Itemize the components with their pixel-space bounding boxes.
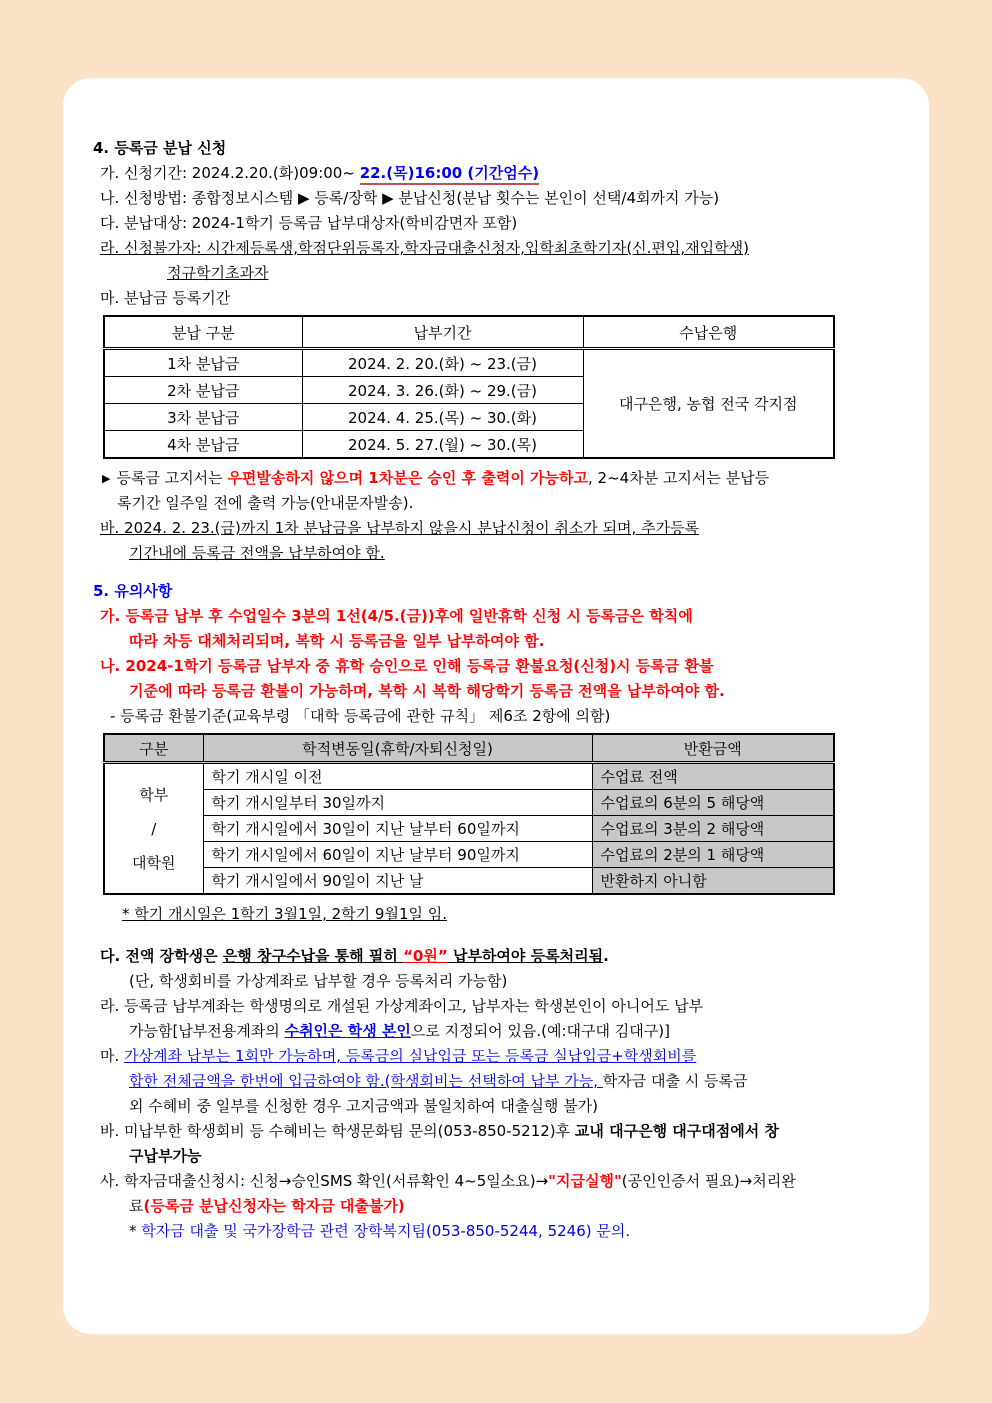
table-row (104, 790, 834, 816)
virtual-account-black2: 학자금 대출 시 등록금 (602, 1072, 748, 1090)
section4-item-period-title: 마. 분납금 등록기간 (100, 289, 231, 307)
refund-case-5: 학기 개시일에서 90일이 지난 날 (203, 868, 592, 895)
installment-4-label: 4차 분납금 (104, 431, 302, 459)
unpaid-fee-pre: 바. 미납부한 학생회비 등 수혜비는 학생문화팀 문의(053-850-5212)후 (100, 1122, 575, 1140)
bill-note-line1 (102, 466, 901, 491)
scholarship-note-line2: (단, 학생회비를 가상계좌로 납부할 경우 등록처리 가능함) (129, 972, 508, 990)
apply-deadline: 22.(목)16:00 (기간엄수) (360, 164, 539, 185)
column-header-refund-amount: 반환금액 (592, 734, 834, 763)
refund-amount-4: 수업료의 2분의 1 해당액 (592, 842, 834, 868)
table-row (104, 763, 834, 790)
loan-restriction-highlight: (등록금 분납신청자는 학자금 대출불가) (143, 1197, 405, 1215)
refund-amount-2: 수업료의 6분의 5 해당액 (592, 790, 834, 816)
bill-note-red: 우편발송하지 않으며 1차분은 승인 후 출력이 가능하고 (227, 469, 588, 487)
semester-start-footnote: * 학기 개시일은 1학기 3월1일, 2학기 9월1일 임. (122, 905, 448, 923)
loan-contact-text: 학자금 대출 및 국가장학금 관련 장학복지팀(053-850-5244, 5246) 문의. (141, 1222, 631, 1240)
scholarship-note-pre: 다. 전액 장학생은 (100, 947, 223, 965)
bill-note-text: 등록금 고지서는 (116, 469, 228, 487)
installment-3-label: 3차 분납금 (104, 404, 302, 431)
table-row (104, 842, 834, 868)
table-row (104, 816, 834, 842)
triangle-bullet-icon: ▶ (102, 472, 111, 485)
scholarship-note-underline2: 납부하여야 등록처리됨 (447, 947, 604, 965)
section4-item-excluded-line2: 정규학기초과자 (167, 264, 269, 282)
group-line: / (151, 819, 157, 838)
refund-amount-3: 수업료의 3분의 2 해당액 (592, 816, 834, 842)
installment-3-period: 2024. 4. 25.(목) ~ 30.(화) (302, 404, 583, 431)
document-content (63, 78, 929, 1244)
table-row (104, 868, 834, 895)
scholarship-note-period: . (603, 947, 609, 965)
bill-note-line2: 록기간 일주일 전에 출력 가능(안내문자발송). (117, 494, 414, 512)
refund-case-3: 학기 개시일에서 30일이 지난 날부터 60일까지 (203, 816, 592, 842)
installment-1-label: 1차 분납금 (104, 349, 302, 377)
loan-note-line1 (100, 1169, 901, 1194)
unpaid-fee-note-line1 (100, 1119, 901, 1144)
column-header-change-date: 학적변동일(휴학/자퇴신청일) (203, 734, 592, 763)
installment-2-period: 2024. 3. 26.(화) ~ 29.(금) (302, 377, 583, 404)
account-note-post: 으로 지정되어 있음.(예:대구대 김대구)] (410, 1022, 670, 1040)
bill-note-tail: , 2~4차분 고지서는 분납등 (588, 469, 770, 487)
cancel-note-line1: 바. 2024. 2. 23.(금)까지 1차 분납금을 납부하지 않을시 분납신청이 취소가 되며, 추가등록 (100, 519, 700, 537)
account-note-line1: 라. 등록금 납부계좌는 학생명의로 개설된 가상계좌이고, 납부자는 학생본인이 아니어도 납부 (100, 997, 704, 1015)
payee-highlight: 수취인은 학생 본인 (284, 1022, 411, 1040)
unpaid-fee-note-line2: 구납부가능 (129, 1147, 202, 1165)
group-line: 대학원 (132, 853, 176, 872)
refund-standard-caption: - 등록금 환불기준(교육부령 「대학 등록금에 관한 규칙」 제6조 2항에 의함) (110, 707, 611, 725)
notice-leave-line2: 따라 차등 대체처리되며, 복학 시 등록금을 일부 납부하여야 함. (129, 632, 545, 650)
refund-amount-1: 수업료 전액 (592, 763, 834, 790)
column-header-installment: 분납 구분 (104, 316, 302, 349)
loan-note-mid: (공인인증서 필요)→처리완 (621, 1172, 796, 1190)
scholarship-note-underline1: 은행 창구수납을 통해 필히 (222, 947, 404, 965)
bank-cell: 대구은행, 농협 전국 각지점 (583, 349, 834, 459)
installment-2-label: 2차 분납금 (104, 377, 302, 404)
virtual-account-note-line3: 외 수혜비 중 일부를 신청한 경우 고지금액과 불일치하여 대출실행 불가) (129, 1097, 598, 1115)
virtual-account-blue1: 가상계좌 납부는 1회만 가능하며, 등록금의 실납입금 또는 등록금 실납입금+학생회비를 (124, 1047, 697, 1065)
loan-note-line2 (129, 1194, 901, 1219)
notice-refund-line1: 나. 2024-1학기 등록금 납부자 중 휴학 승인으로 인해 등록금 환불요청(신청)시 등록금 환불 (100, 657, 714, 675)
account-note-line2 (129, 1019, 901, 1044)
refund-case-4: 학기 개시일에서 60일이 지난 날부터 90일까지 (203, 842, 592, 868)
loan-note-black: 료 (129, 1197, 144, 1215)
section4-item-apply-method: 나. 신청방법: 종합정보시스템 ▶ 등록/장학 ▶ 분납신청(분납 횟수는 본인이 선택/4회까지 가능) (100, 189, 720, 207)
loan-contact-note (129, 1219, 901, 1244)
account-note-pre: 가능함[납부전용계좌의 (129, 1022, 285, 1040)
virtual-account-blue2: 합한 전체금액을 한번에 입금하여야 함.(학생회비는 선택하여 납부 가능, (129, 1072, 603, 1090)
table-row (104, 349, 834, 377)
section5-title: 5. 유의사항 (93, 582, 173, 600)
cancel-note-line2: 기간내에 등록금 전액을 납부하여야 함. (129, 544, 385, 562)
refund-case-2: 학기 개시일부터 30일까지 (203, 790, 592, 816)
table-header-row (104, 316, 834, 349)
loan-note-pre: 사. 학자금대출신청시: 신청→승인SMS 확인(서류확인 4~5일소요)→ (100, 1172, 549, 1190)
apply-period-label: 가. 신청기간: 2024.2.20.(화)09:00~ (100, 164, 360, 182)
group-cell-undergrad-grad (104, 763, 203, 895)
notice-refund-line2: 기준에 따라 등록금 환불이 가능하며, 복학 시 복학 해당학기 등록금 전액을 납부하여야 함. (129, 682, 725, 700)
virtual-account-note-line2 (129, 1069, 901, 1094)
refund-amount-5: 반환하지 아니함 (592, 868, 834, 895)
virtual-account-note-line1 (100, 1044, 901, 1069)
refund-standard-table (103, 733, 835, 895)
asterisk-mark: * (129, 1222, 142, 1240)
section4-title: 4. 등록금 분납 신청 (93, 139, 227, 157)
scholarship-note-line1 (100, 944, 901, 969)
installment-1-period: 2024. 2. 20.(화) ~ 23.(금) (302, 349, 583, 377)
refund-case-1: 학기 개시일 이전 (203, 763, 592, 790)
column-header-category: 구분 (104, 734, 203, 763)
loan-execute-highlight: "지급실행" (548, 1172, 622, 1190)
column-header-bank: 수납은행 (583, 316, 834, 349)
installment-schedule-table (103, 315, 835, 459)
zero-won-highlight: “0원” (403, 947, 448, 965)
section4-item-excluded-line1: 라. 신청불가자: 시간제등록생,학점단위등록자,학자금대출신청자,입학최초학기자(신.편입,재입학생) (100, 239, 749, 257)
notice-leave-line1: 가. 등록금 납부 후 수업일수 3분의 1선(4/5.(금))후에 일반휴학 신청 시 등록금은 학칙에 (100, 607, 693, 625)
section4-item-apply-period (100, 161, 901, 186)
installment-4-period: 2024. 5. 27.(월) ~ 30.(목) (302, 431, 583, 459)
virtual-account-label: 마. (100, 1047, 125, 1065)
column-header-payment-period: 납부기간 (302, 316, 583, 349)
unpaid-fee-bold1: 교내 대구은행 대구대점에서 창 (574, 1122, 779, 1140)
group-line: 학부 (139, 785, 169, 804)
section4-item-target: 다. 분납대상: 2024-1학기 등록금 납부대상자(학비감면자 포함) (100, 214, 518, 232)
document-card (63, 78, 929, 1334)
table-header-row (104, 734, 834, 763)
